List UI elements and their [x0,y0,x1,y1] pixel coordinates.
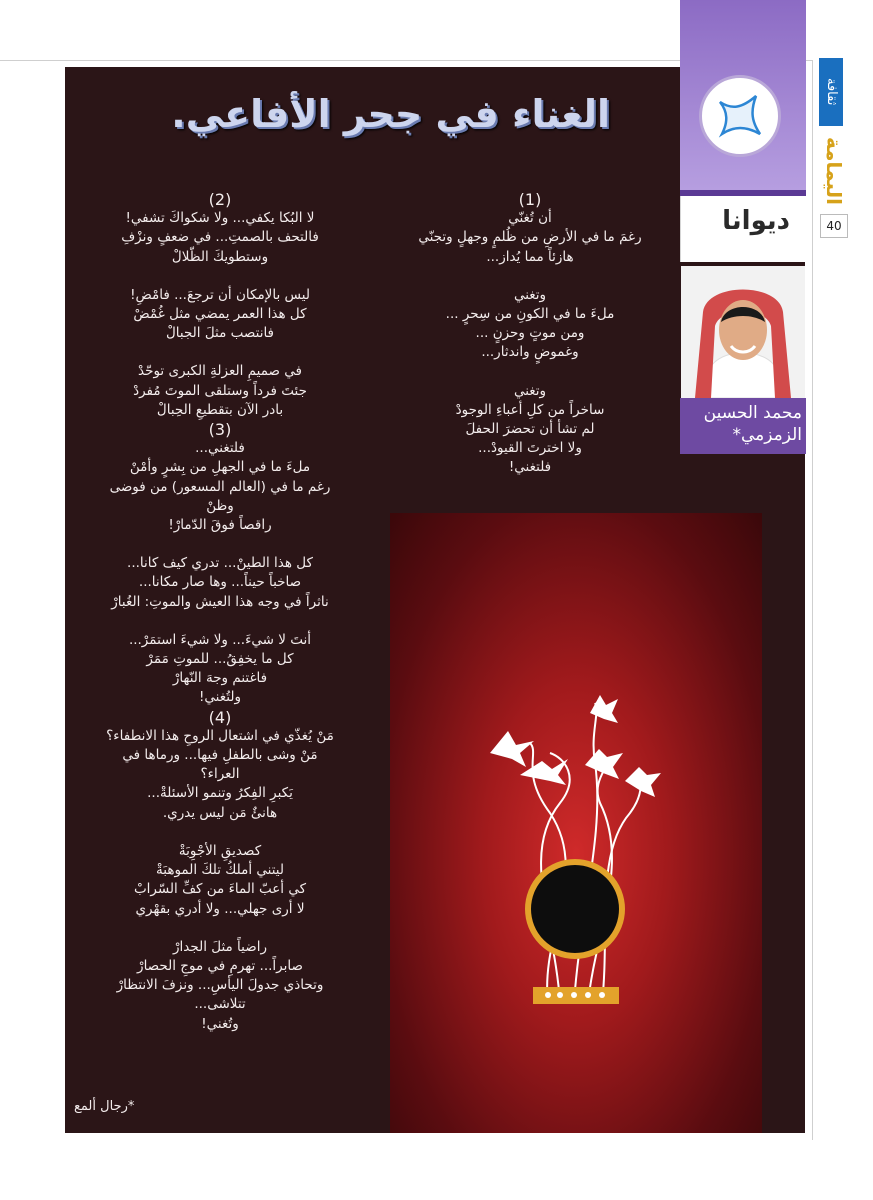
poem-line: وتغني [513,382,547,399]
poem-line: رغمَ ما في الأرضِ من ظُلمٍ وجهلٍ وتجنّي [418,229,642,246]
page-number: 40 [820,214,848,238]
poem-line: مَنْ يُغذّي في اشتعال الروحِ هذا الانطفاء؟ [106,727,334,744]
poem-line: بادر الآن بتقطيعِ الحِبالْ [156,401,284,418]
poet-name-line2: الزمزمي* [732,425,802,445]
poem-line: في صميمِ العزلةِ الكبرى توحّدْ [138,363,302,380]
poem-line: فلتغني! [508,459,552,476]
poem-line [65,267,375,286]
poem-line: راقصاً فوقَ الدّمارْ! [168,517,272,534]
poem-line: فانتصب مثلَ الجبالْ [165,325,275,342]
poem-line: رغم ما في (العالم المسعور) من فوضى [109,478,331,495]
poem-line [65,535,375,554]
poem-line: لم تشأ أن تحضرَ الحفلَ [465,421,595,438]
poem-line: وتحاذي جدولَ اليأسِ... ونزفَ الانتظارْ [116,977,324,994]
poem-column-left [65,190,375,1034]
poem-line: (3) [208,420,232,440]
poem-line: فالتحف بالصمتِ... في ضعفٍ ونزْفِ [121,229,319,246]
poem-line: جئتَ فرداً وستلقى الموتَ مُفردْ [133,382,307,399]
poem-line: وظنْ [206,497,234,514]
poem-line: العراء؟ [200,766,240,783]
guitar-birds-illustration [390,513,762,1133]
poem-line: صابراً... تهرمِ في موجِ الحصارْ [137,957,303,974]
poem-line [65,919,375,938]
poem-line: ملءَ ما في الجهلِ من بِشرٍ وأمْنْ [129,459,311,476]
poem-line: كل ما يخفِقُ... للموتِ مَمَرْ [146,651,294,668]
poem-line: وتغني [513,286,547,303]
poet-name-line1: محمد الحسين [703,403,802,423]
footnote: *رجال ألمع [74,1099,135,1114]
diwan-logo [699,75,781,157]
poem-line: أنتَ لا شيءَ... ولا شيءَ استمَرْ... [128,631,312,648]
poem-line: وغموضٍ واندثار... [481,344,579,361]
poem-line: كل هذا الطينْ... تدري كيف كانا... [127,555,313,572]
guitar-birds-icon [390,513,762,1133]
poem-line: هازئاً مما يُداز... [486,248,574,265]
poem-line: صاخباً حيناً... وها صار مكانا... [138,574,302,591]
poem-line: ساخراً من كلِ أعباءِ الوجودْ [455,401,605,418]
poet-name [682,402,802,446]
poem-line: أن تُغنّي [508,210,552,227]
poem-column-right [415,190,645,478]
poet-photo [681,266,805,398]
poem-title: الغناء في جحر الأفاعي. [171,92,610,136]
poem-line: كل هذا العمر يمضي مثل غُمْضْ [133,306,307,323]
poem-line: ليتني أملكُ تلكَ الموهبَةْ [156,862,284,879]
poet-portrait-icon [681,266,805,398]
poem-line: يَكبرِ الفِكرُ وتنمو الأسئلةْ... [147,785,293,802]
poem-line: (2) [208,190,232,209]
poem-line: ولا اخترتَ القيودْ... [478,440,582,457]
poem-line: كصديقِ الأجْوِبَةْ [178,842,262,859]
poem-line: مَنْ وشى بالطفلِ فيها... ورماها في [122,747,318,764]
poem-line: كي أعبّ الماءَ من كفِّ السّرابْ [133,881,307,898]
poem-line: لا أرى جهلي... ولا أدري بقهْري [135,900,305,917]
poem-line [415,267,645,286]
poem-line [65,343,375,362]
dove-logo-icon [702,78,778,154]
category-label: ثقافة [824,78,839,106]
section-label: ديوانا [722,206,790,236]
poem-line [65,612,375,631]
poem-line: (1) [518,190,542,209]
frame-line-right [812,60,813,1140]
poem-line: هانئٌ مَن ليس يدري. [162,804,278,821]
poem-line: (4) [208,707,232,727]
poem-line: لا البُكا يكفي... ولا شكواكَ تشفي! [125,210,315,227]
poem-line: فلتغني... [195,440,245,457]
poem-line: ناثراً في وجه هذا العيش والموتِ: الغُبارْ [111,593,329,610]
poem-line: راضياً مثلَ الجدارْ [173,938,267,955]
magazine-logo: اليمامة [822,137,846,205]
poem-line: ليس بالإمكان أن ترجعَ... فامْضِ! [130,286,310,303]
poem-line: وتُغني! [201,1015,239,1032]
poem-line: وستطويكَ الظّلالْ [171,248,269,265]
poem-line: ولتُغني! [199,689,241,706]
poem-line: ومن موتٍ وحزنٍ ... [475,325,585,342]
poem-line [65,823,375,842]
poem-line: ملءَ ما في الكونِ من سِحرٍ ... [445,306,615,323]
poem-line [415,363,645,382]
poem-line: تتلاشى... [194,996,246,1013]
poem-line: فاغتنم وجهَ النّهارْ [172,670,268,687]
